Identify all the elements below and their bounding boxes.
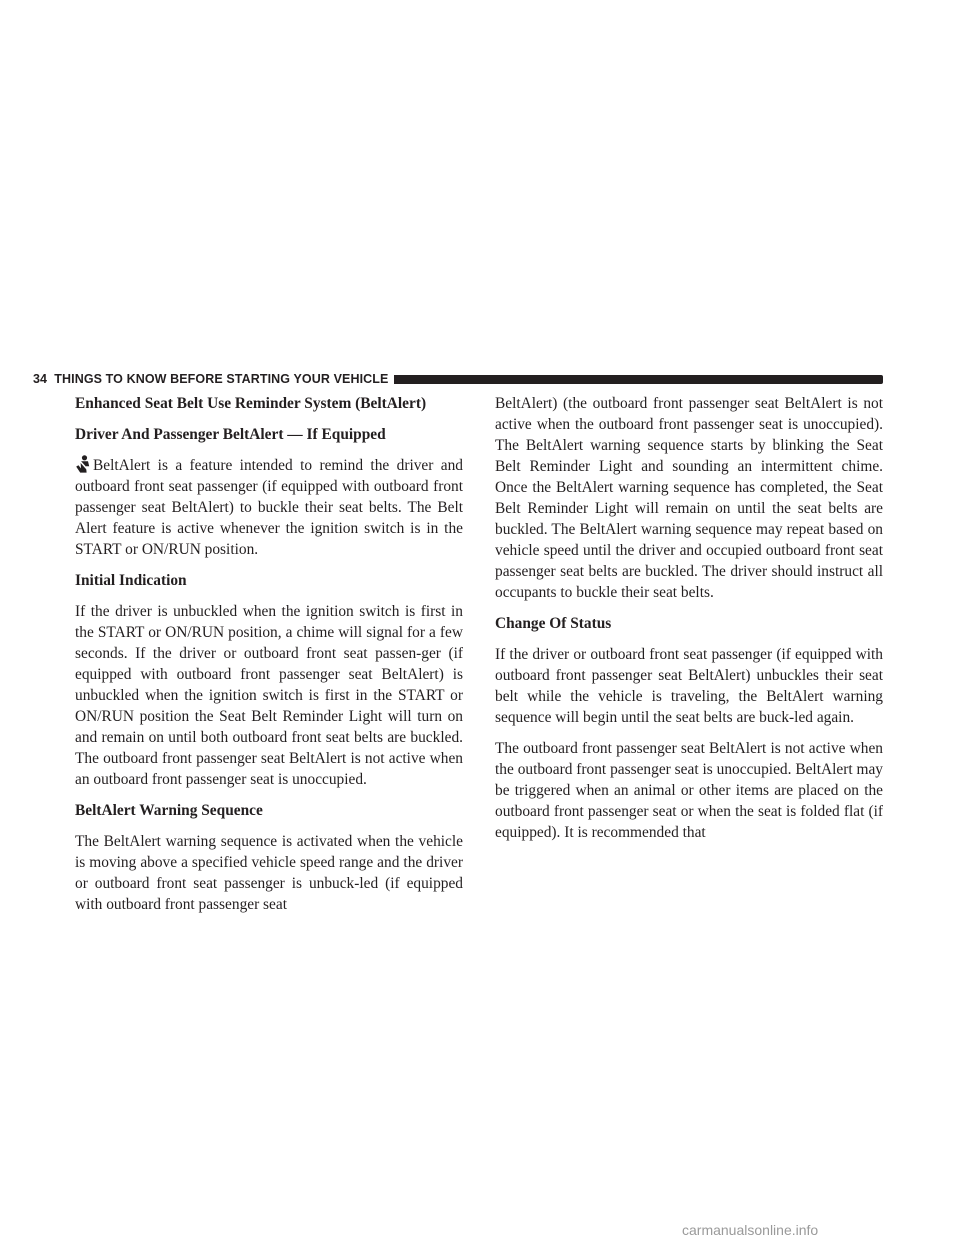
right-column — [495, 393, 883, 843]
page-header — [33, 371, 883, 387]
change-of-status-heading: Change Of Status — [495, 615, 612, 632]
header-rule — [394, 375, 883, 384]
initial-indication-heading: Initial Indication — [75, 572, 187, 589]
page-number: 34 — [33, 372, 48, 386]
initial-indication-paragraph: If the driver is unbuckled when the ignition switch is first in the START or ON/RUN position, a chime will signal for a few seconds. If the driver or outboard front seat passen-ger (if equipped with outboard front passenger seat BeltAlert) is unbuckled when the ignition switch is first in the START or ON/RUN position the Seat Belt Reminder Light will turn on and remain on until both outboard front seat belts are buckled. The outboard front passenger seat BeltAlert is not active when an outboard front passenger seat is unoccupied. — [75, 603, 463, 788]
intro-paragraph — [75, 455, 463, 560]
section-title: THINGS TO KNOW BEFORE STARTING YOUR VEHICLE — [54, 372, 389, 386]
page-header-text — [33, 372, 388, 386]
footer-watermark: carmanualsonline.info — [682, 1222, 819, 1238]
passenger-seat-paragraph: The outboard front passenger seat BeltAlert is not active when the outboard front passenger seat is unoccupied. BeltAlert may be triggered when an animal or other items are placed on the outboard front passenger seat or when the seat is folded flat (if equipped). It is recommended that — [495, 740, 883, 841]
seat-belt-reminder-icon — [75, 455, 92, 473]
intro-paragraph-text: BeltAlert is a feature intended to remind the driver and outboard front seat passenger (if equipped with outboard front passenger seat BeltAlert) to buckle their seat belts. The Belt Alert feature is active whenever the ignition switch is in the START or ON/RUN position. — [75, 457, 463, 558]
change-of-status-paragraph: If the driver or outboard front seat passenger (if equipped with outboard front passenger seat BeltAlert) unbuckles their seat belt while the vehicle is traveling, the BeltAlert warning sequence will begin until the seat belts are buck-led again. — [495, 646, 883, 726]
warning-sequence-paragraph: The BeltAlert warning sequence is activated when the vehicle is moving above a specified vehicle speed range and the driver or outboard front seat passenger is unbuck-led (if equipped with outboard front passenger seat — [75, 833, 463, 913]
subsection-heading: Driver And Passenger BeltAlert — If Equipped — [75, 426, 386, 443]
warning-sequence-continued: BeltAlert) (the outboard front passenger seat BeltAlert is not active when the outboard front passenger seat is unoccupied). The BeltAlert warning sequence starts by blinking the Seat Belt Reminder Light and sounding an intermittent chime. Once the BeltAlert warning sequence has completed, the Seat Belt Reminder Light will remain on until the seat belts are buckled. The BeltAlert warning sequence may repeat based on vehicle speed until the driver and occupied outboard front seat passenger seat belts are buckled. The driver should instruct all occupants to buckle their seat belts. — [495, 395, 883, 601]
section-heading: Enhanced Seat Belt Use Reminder System (BeltAlert) — [75, 395, 427, 412]
left-column — [75, 393, 463, 915]
warning-sequence-heading: BeltAlert Warning Sequence — [75, 802, 263, 819]
